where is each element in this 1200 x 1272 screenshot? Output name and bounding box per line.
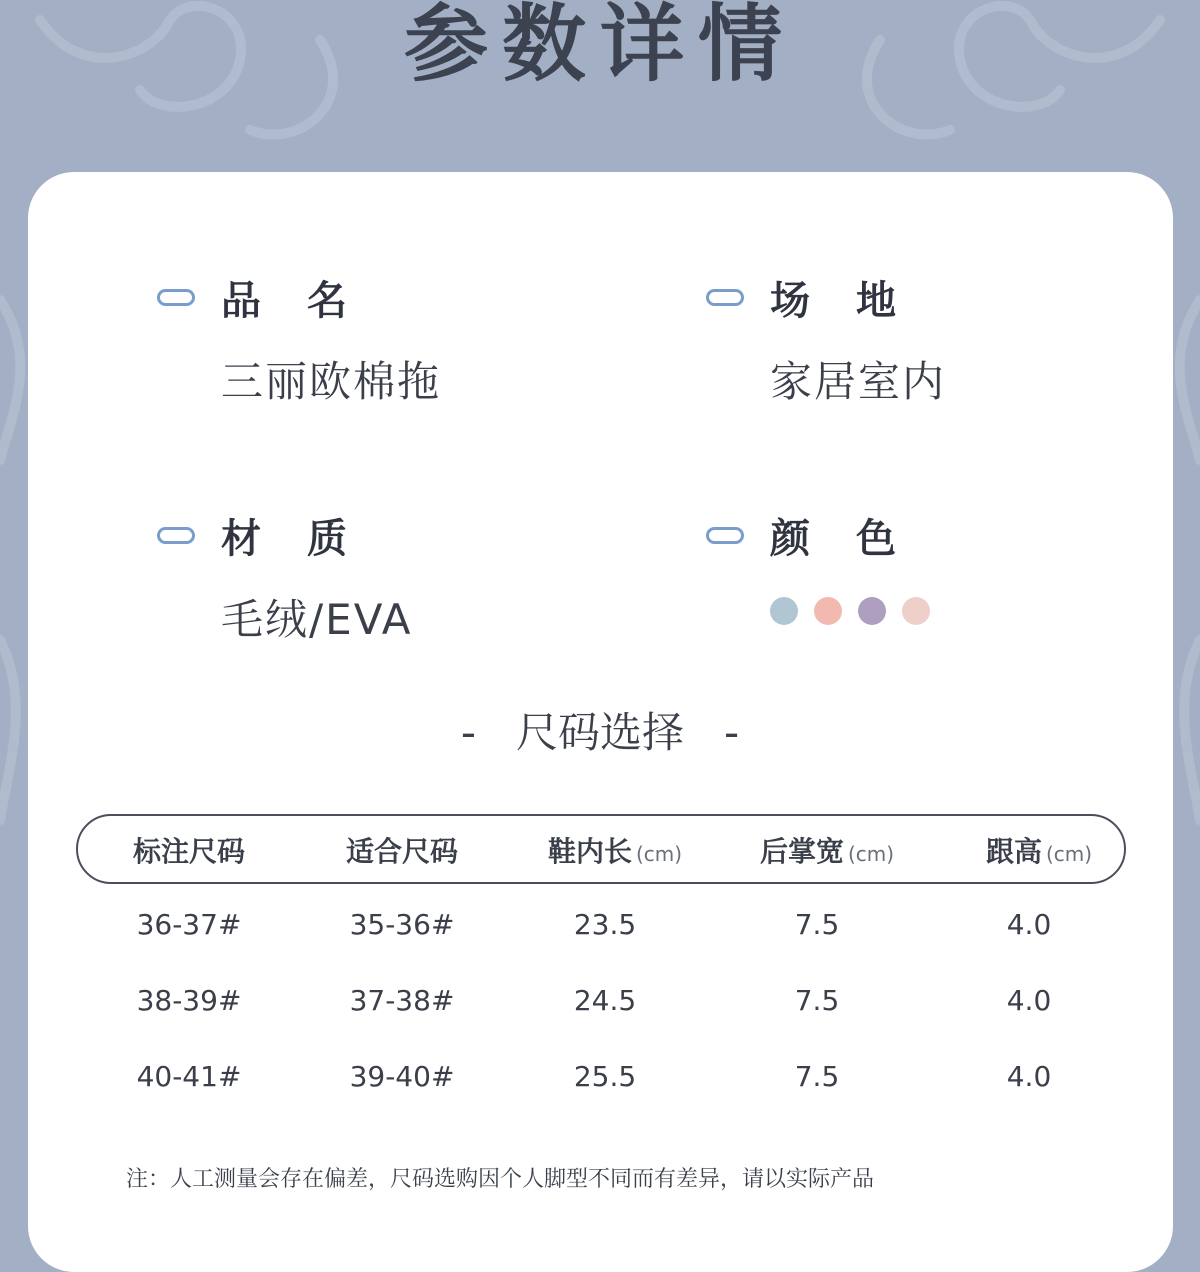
header-label: 鞋内长 bbox=[547, 835, 632, 868]
spec-label: 品名 bbox=[221, 278, 393, 324]
table-cell: 37-38# bbox=[349, 984, 455, 1017]
pill-bullet-icon bbox=[157, 289, 195, 306]
table-cell: 25.5 bbox=[573, 1060, 637, 1093]
title-dash-left: - bbox=[460, 708, 476, 757]
header-label: 适合尺码 bbox=[345, 835, 458, 868]
table-cell: 39-40# bbox=[349, 1060, 455, 1093]
table-cell: 7.5 bbox=[794, 1060, 840, 1093]
header-label: 后掌宽 bbox=[759, 835, 844, 868]
table-cell: 24.5 bbox=[573, 984, 637, 1017]
table-cell: 38-39# bbox=[136, 984, 242, 1017]
pill-bullet-icon bbox=[157, 527, 195, 544]
pill-bullet-icon bbox=[706, 527, 744, 544]
table-cell: 4.0 bbox=[1006, 908, 1052, 941]
color-swatch-blue[interactable] bbox=[770, 597, 798, 625]
spec-label: 场地 bbox=[770, 278, 942, 324]
header-cell-heel-height bbox=[929, 830, 1149, 870]
spec-value: 家居室内 bbox=[770, 357, 947, 406]
header-cell-inner-length bbox=[505, 830, 725, 870]
table-cell: 36-37# bbox=[136, 908, 242, 941]
spec-value: 毛绒/EVA bbox=[221, 595, 413, 644]
table-cell: 23.5 bbox=[573, 908, 637, 941]
table-cell: 4.0 bbox=[1006, 1060, 1052, 1093]
header-cell-fit-size bbox=[292, 830, 512, 870]
measurement-note: 注：人工测量会存在偏差，尺码选购因个人脚型不同而有差异，请以实际产品 bbox=[126, 1167, 875, 1192]
color-swatch-light-pink[interactable] bbox=[902, 597, 930, 625]
color-swatch-pink[interactable] bbox=[814, 597, 842, 625]
header-label: 标注尺码 bbox=[132, 835, 245, 868]
table-cell: 4.0 bbox=[1006, 984, 1052, 1017]
header-cell-marked-size bbox=[79, 830, 299, 870]
header-unit: (cm) bbox=[1045, 842, 1093, 866]
size-section-title bbox=[0, 700, 1200, 760]
header-unit: (cm) bbox=[847, 842, 895, 866]
header-cell-heel-width bbox=[717, 830, 937, 870]
header-unit: (cm) bbox=[635, 842, 683, 866]
spec-value: 三丽欧棉拖 bbox=[221, 357, 442, 406]
size-section-label: 尺码选择 bbox=[515, 708, 684, 757]
color-swatch-purple[interactable] bbox=[858, 597, 886, 625]
spec-label: 材质 bbox=[221, 516, 393, 562]
title-dash-right: - bbox=[724, 708, 740, 757]
table-cell: 7.5 bbox=[794, 908, 840, 941]
spec-label: 颜色 bbox=[770, 516, 942, 562]
page-title: 参数详情 bbox=[403, 0, 796, 93]
header-label: 跟高 bbox=[985, 835, 1042, 868]
pill-bullet-icon bbox=[706, 289, 744, 306]
table-cell: 40-41# bbox=[136, 1060, 242, 1093]
table-cell: 7.5 bbox=[794, 984, 840, 1017]
table-cell: 35-36# bbox=[349, 908, 455, 941]
